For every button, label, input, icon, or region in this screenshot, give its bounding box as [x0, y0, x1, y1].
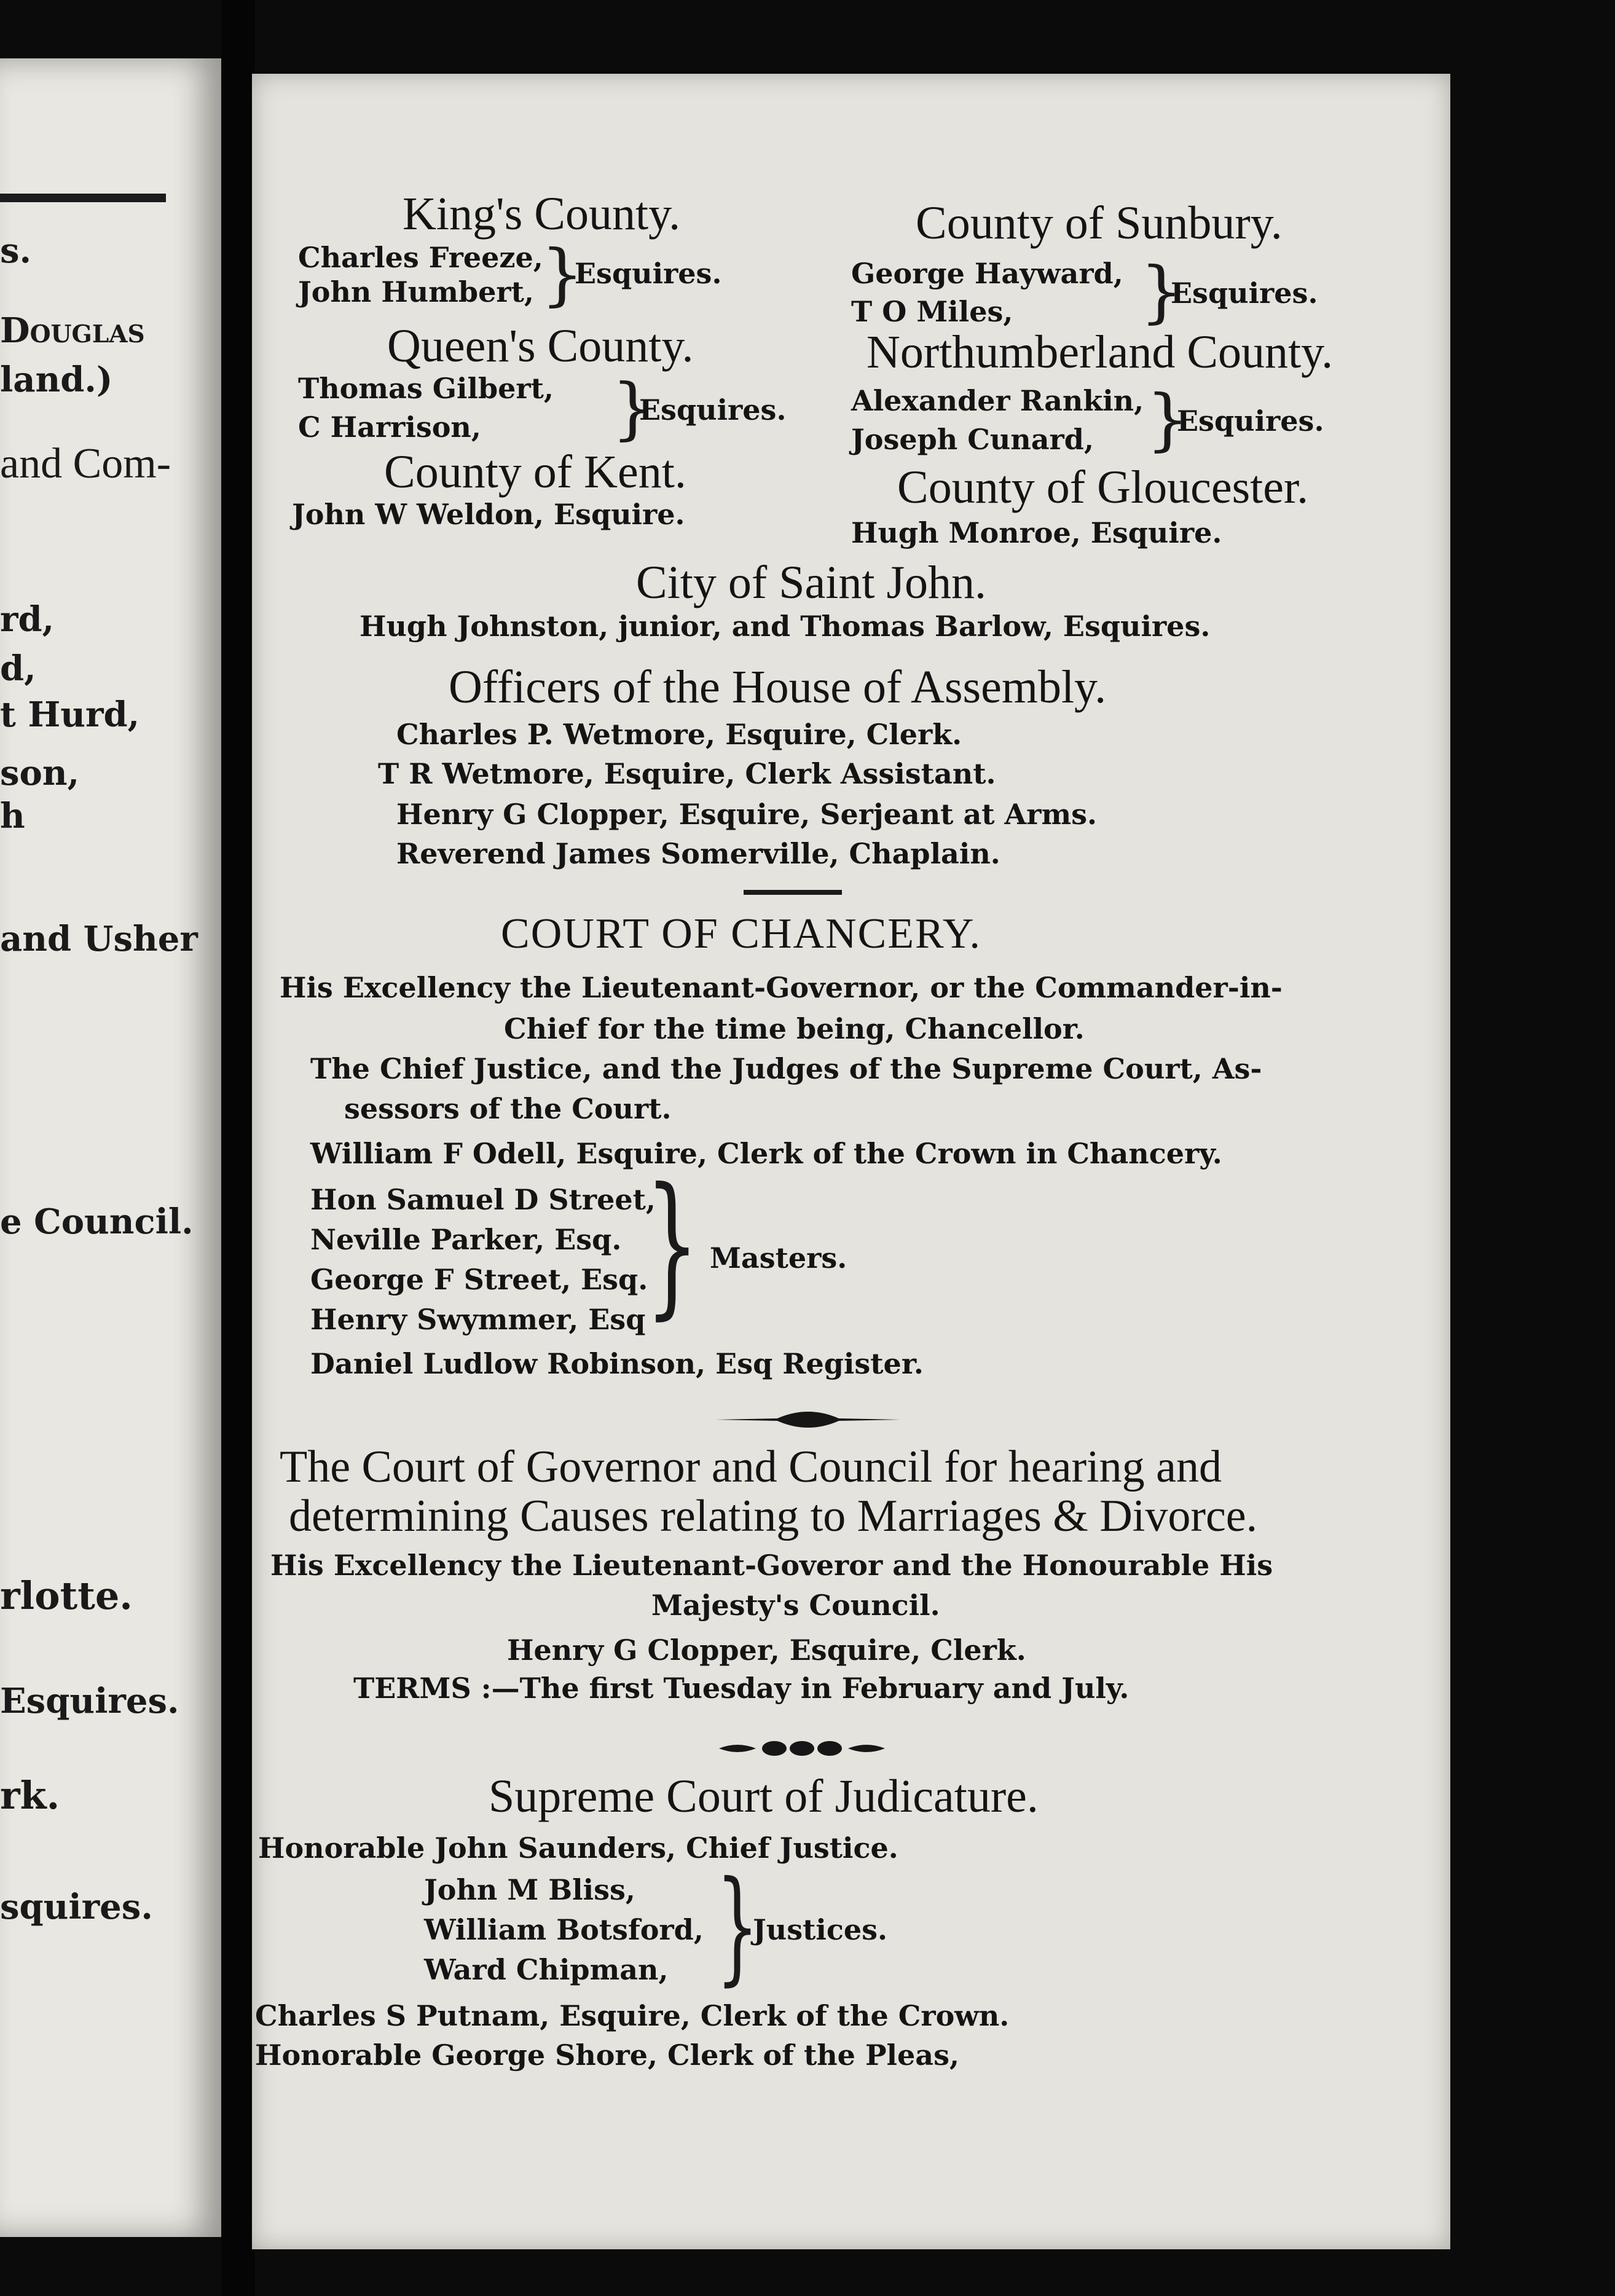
- chancery-line: His Excellency the Lieutenant-Governor, or the Commander-in-: [280, 971, 1283, 1004]
- master-name: Henry Swymmer, Esq: [310, 1303, 646, 1336]
- assembly-line: T R Wetmore, Esquire, Clerk Assistant.: [378, 757, 996, 790]
- register-line: Daniel Ludlow Robinson, Esq Register.: [310, 1347, 924, 1380]
- chancery-line: William F Odell, Esquire, Clerk of the Crown in Chancery.: [310, 1137, 1222, 1170]
- fragment-text: Douglas: [0, 310, 145, 351]
- fragment-text: d,: [0, 648, 36, 689]
- gloucester-heading: County of Gloucester.: [897, 462, 1309, 513]
- fragment-text: and Com-: [0, 440, 171, 487]
- master-name: Hon Samuel D Street,: [310, 1183, 656, 1216]
- rule-divider: [0, 194, 166, 202]
- fragment-text: son,: [0, 753, 80, 793]
- supreme-court-heading: Supreme Court of Judicature.: [489, 1771, 1039, 1822]
- main-page: [252, 74, 1450, 2249]
- fragment-text: t Hurd,: [0, 694, 140, 735]
- governor-council-line: His Excellency the Lieutenant-Goveror and the Honourable His: [270, 1549, 1273, 1582]
- brace: }: [1146, 380, 1189, 458]
- queens-county-name: Thomas Gilbert,: [298, 372, 554, 405]
- supreme-court-line: Honorable George Shore, Clerk of the Pleas,: [255, 2038, 960, 2072]
- fragment-text: e Council.: [0, 1201, 194, 1242]
- sunbury-name: T O Miles,: [851, 295, 1013, 328]
- northumberland-title: Esquires.: [1177, 404, 1324, 438]
- kings-county-name: Charles Freeze,: [298, 241, 543, 274]
- supreme-court-line: Charles S Putnam, Esquire, Clerk of the Crown.: [255, 1999, 1010, 2032]
- queens-county-title: Esquires.: [639, 393, 787, 427]
- fragment-text: rk.: [0, 1773, 60, 1818]
- justices-title: Justices.: [753, 1913, 888, 1946]
- section-rule: [744, 890, 842, 895]
- master-name: Neville Parker, Esq.: [310, 1223, 622, 1256]
- queens-county-heading: Queen's County.: [387, 320, 694, 372]
- chancery-line: The Chief Justice, and the Judges of the Supreme Court, As-: [310, 1052, 1262, 1085]
- brace: }: [1140, 252, 1183, 331]
- sunbury-heading: County of Sunbury.: [916, 197, 1283, 249]
- fragment-text: rlotte.: [0, 1573, 133, 1618]
- book-gutter: [221, 0, 255, 2296]
- northumberland-name: Joseph Cunard,: [851, 423, 1094, 456]
- governor-council-line: Majesty's Council.: [651, 1589, 940, 1622]
- chain-ornament-icon: [719, 1736, 885, 1761]
- northumberland-heading: Northumberland County.: [866, 326, 1334, 378]
- queens-county-name: C Harrison,: [298, 411, 481, 444]
- fragment-text: rd,: [0, 599, 55, 640]
- justice-name: Ward Chipman,: [424, 1953, 669, 1986]
- brace: }: [716, 1855, 759, 1998]
- northumberland-name: Alexander Rankin,: [851, 384, 1144, 417]
- fragment-text: land.): [0, 360, 113, 400]
- chancery-heading: COURT OF CHANCERY.: [501, 910, 981, 957]
- brace: }: [611, 369, 654, 447]
- assembly-heading: Officers of the House of Assembly.: [449, 661, 1107, 713]
- assembly-line: Reverend James Somerville, Chaplain.: [396, 837, 1000, 870]
- kent-heading: County of Kent.: [384, 446, 686, 498]
- facing-page: [0, 58, 221, 2237]
- kings-county-heading: King's County.: [403, 188, 681, 240]
- leaf-ornament-icon: [716, 1401, 900, 1438]
- justice-name: John M Bliss,: [424, 1873, 635, 1906]
- gloucester-line: Hugh Monroe, Esquire.: [851, 516, 1222, 549]
- fragment-text: Esquires.: [0, 1681, 179, 1721]
- chief-justice-line: Honorable John Saunders, Chief Justice.: [258, 1831, 898, 1865]
- kings-county-title: Esquires.: [575, 257, 722, 290]
- governor-council-line: Henry G Clopper, Esquire, Clerk.: [507, 1634, 1026, 1667]
- fragment-text: h: [0, 796, 25, 836]
- brace: }: [645, 1155, 699, 1334]
- chancery-line: sessors of the Court.: [344, 1092, 672, 1125]
- assembly-line: Charles P. Wetmore, Esquire, Clerk.: [396, 718, 962, 751]
- fragment-text: and Usher: [0, 919, 198, 959]
- saint-john-line: Hugh Johnston, junior, and Thomas Barlow, Esquires.: [360, 610, 1211, 643]
- governor-council-heading: The Court of Governor and Council for hearing and: [280, 1442, 1222, 1492]
- terms-line: TERMS :—The first Tuesday in February and July.: [353, 1672, 1130, 1705]
- fragment-text: s.: [0, 230, 32, 271]
- sunbury-name: George Hayward,: [851, 257, 1123, 290]
- sunbury-title: Esquires.: [1171, 277, 1318, 310]
- governor-council-heading: determining Causes relating to Marriages & Divorce.: [289, 1491, 1258, 1541]
- chancery-line: Chief for the time being, Chancellor.: [504, 1012, 1085, 1045]
- masters-title: Masters.: [710, 1241, 847, 1275]
- assembly-line: Henry G Clopper, Esquire, Serjeant at Arms.: [396, 798, 1098, 831]
- brace: }: [541, 235, 584, 313]
- master-name: George F Street, Esq.: [310, 1263, 648, 1296]
- kings-county-name: John Humbert,: [298, 275, 534, 309]
- kent-line: John W Weldon, Esquire.: [292, 498, 685, 531]
- fragment-text: squires.: [0, 1887, 153, 1927]
- saint-john-heading: City of Saint John.: [636, 557, 987, 608]
- justice-name: William Botsford,: [424, 1913, 704, 1946]
